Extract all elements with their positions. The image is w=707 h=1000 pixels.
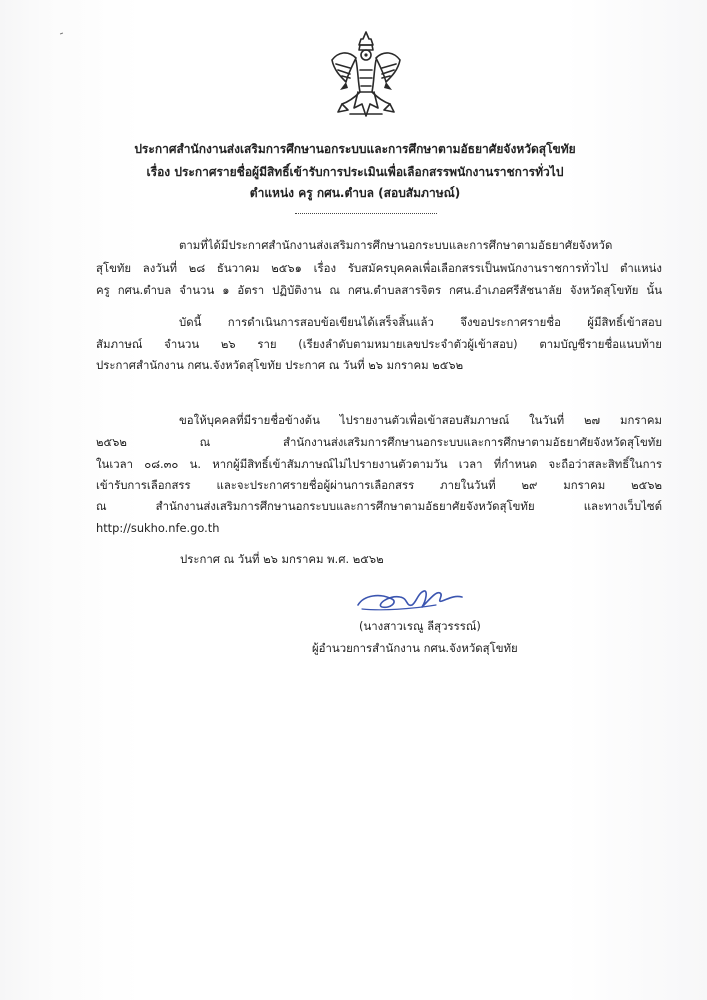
announcement-position: ตำแหน่ง ครู กศน.ตำบล (สอบสัมภาษณ์) (249, 186, 461, 200)
paragraph-line: ขอให้บุคคลที่มีรายชื่อข้างต้น ไปรายงานตัวเพื่อเข้าสอบสัมภาษณ์ ในวันที่ ๒๗ มกราคม (179, 413, 662, 427)
paragraph-line: ณ สำนักงานส่งเสริมการศึกษานอกระบบและการศึกษาตามอัธยาศัยจังหวัดสุโขทัย และทางเว็บไซต์ (96, 499, 662, 513)
handwritten-signature (352, 585, 468, 615)
scan-speck (60, 33, 63, 35)
paragraph-line: บัดนี้ การดำเนินการสอบข้อเขียนได้เสร็จสิ้นแล้ว จึงขอประกาศรายชื่อ ผู้มีสิทธิ์เข้าสอบ (179, 315, 662, 329)
paragraph-line: ในเวลา ๐๘.๓๐ น. หากผู้มีสิทธิ์เข้าสัมภาษณ์ไม่ไปรายงานตัวตามวัน เวลา ที่กำหนด จะถือว่าสละสิทธิ์ในการ (96, 457, 662, 471)
website-url: http://sukho.nfe.go.th (96, 521, 220, 535)
announce-date: ประกาศ ณ วันที่ ๒๖ มกราคม พ.ศ. ๒๕๖๒ (180, 552, 384, 566)
paragraph-line: สัมภาษณ์ จำนวน ๒๖ ราย (เรียงลำดับตามหมายเลขประจำตัวผู้เข้าสอบ) ตามบัญชีรายชื่อแนบท้าย (96, 337, 662, 351)
paragraph-line: เข้ารับการเลือกสรร และจะประกาศรายชื่อผู้ผ่านการเลือกสรร ภายในวันที่ ๒๙ มกราคม ๒๕๖๒ (96, 478, 662, 492)
announcement-title: ประกาศสำนักงานส่งเสริมการศึกษานอกระบบและการศึกษาตามอัธยาศัยจังหวัดสุโขทัย (134, 142, 576, 156)
signatory-name: (นางสาวเรณู ลีสุวรรรณ์) (359, 619, 481, 633)
paragraph-line: ๒๕๖๒ ณ สำนักงานส่งเสริมการศึกษานอกระบบและการศึกษาตามอัธยาศัยจังหวัดสุโขทัย (96, 435, 662, 449)
paragraph-line: สุโขทัย ลงวันที่ ๒๘ ธันวาคม ๒๕๖๑ เรื่อง รับสมัครบุคคลเพื่อเลือกสรรเป็นพนักงานราชการทั่วไป ตำแหน่ง (96, 261, 662, 275)
signatory-position: ผู้อำนวยการสำนักงาน กศน.จังหวัดสุโขทัย (312, 641, 518, 655)
paragraph-line: ครู กศน.ตำบล จำนวน ๑ อัตรา ปฏิบัติงาน ณ กศน.ตำบลสารจิตร กศน.อำเภอศรีสัชนาลัย จังหวัดสุโขทัย นั้น (96, 283, 662, 297)
paragraph-line: ประกาศสำนักงาน กศน.จังหวัดสุโขทัย ประกาศ ณ วันที่ ๒๖ มกราคม ๒๕๖๒ (96, 358, 464, 372)
garuda-emblem-icon (320, 30, 412, 122)
dotted-divider (295, 213, 437, 214)
announcement-subject: เรื่อง ประกาศรายชื่อผู้มีสิทธิ์เข้ารับการประเมินเพื่อเลือกสรรพนักงานราชการทั่วไป (146, 165, 564, 179)
paragraph-line: ตามที่ได้มีประกาศสำนักงานส่งเสริมการศึกษานอกระบบและการศึกษาตามอัธยาศัยจังหวัด (179, 238, 613, 252)
